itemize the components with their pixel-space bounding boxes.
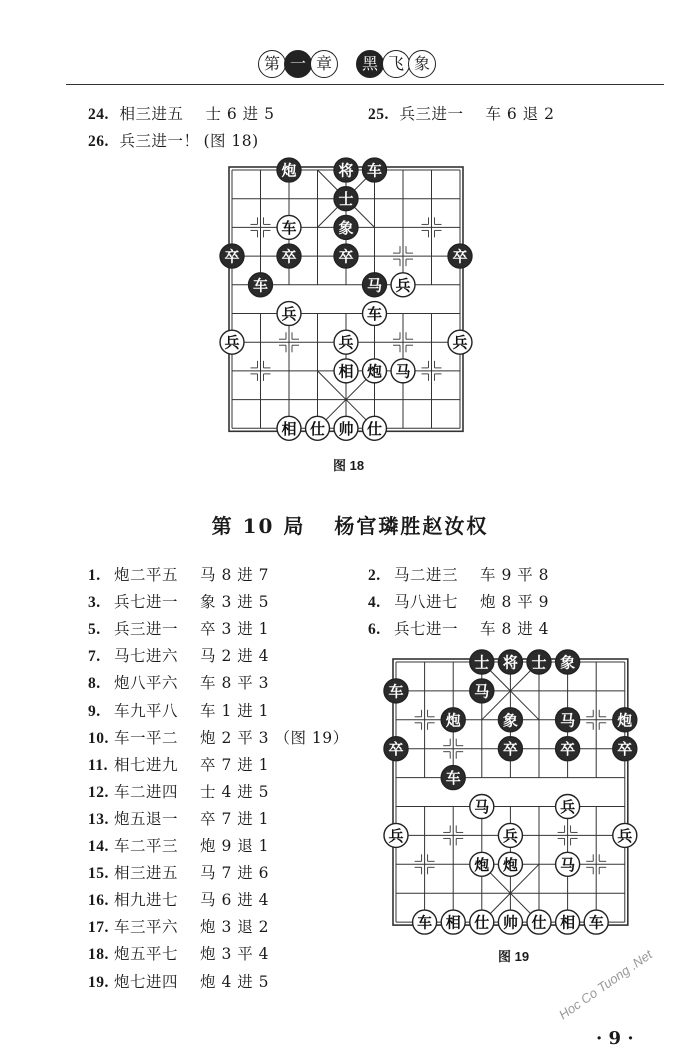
black-piece [527,650,551,674]
black-piece [384,737,408,761]
black-piece [334,215,358,239]
piece-label: 炮 [281,161,297,180]
move-number: 6. [368,621,381,639]
piece-label: 相 [560,913,576,932]
piece-label: 卒 [388,740,404,759]
move-number: 26. [88,133,109,150]
piece-label: 车 [366,305,383,323]
black-move: 炮 4 进 5 [200,972,270,991]
page-number: · 9 · [596,1028,634,1049]
red-piece [498,910,522,934]
black-piece [249,273,273,297]
move-line [88,699,269,721]
black-move: 车 8 进 4 [480,620,550,639]
red-piece [448,330,472,354]
move-line [88,617,269,639]
chapter-char-2: 一 [284,50,312,78]
move-line [88,807,269,829]
black-move: 炮 8 平 9 [480,593,550,612]
piece-label: 炮 [474,855,490,874]
piece-label: 炮 [366,362,383,381]
chapter-char-3: 章 [310,50,338,78]
black-piece [363,158,387,182]
figure-ref: (图 18) [203,132,259,150]
black-move: 车 9 平 8 [480,566,550,584]
red-move: 马二进三 [394,566,459,584]
black-move: 车 1 进 1 [200,701,270,720]
red-piece [556,910,580,934]
red-piece [277,416,301,440]
red-piece [391,273,415,297]
game-number: 第 10 局 [211,514,306,538]
piece-label: 马 [560,711,576,730]
piece-label: 车 [445,769,461,788]
red-piece [384,823,408,847]
red-move: 马七进六 [114,647,179,666]
red-move: 车九平八 [114,701,179,720]
move-number: 11. [88,756,109,774]
move-number: 18. [88,946,109,964]
move-line [88,942,269,964]
black-piece [556,737,580,761]
move-line [88,129,259,151]
move-line [88,970,269,992]
black-piece [613,737,637,761]
piece-label: 卒 [617,740,633,759]
title-char-1: 黑 [356,50,384,78]
watermark: Hoc Co Tuong .Net [556,946,655,1023]
piece-label: 兵 [224,333,240,352]
page-header [0,0,700,100]
move-number: 2. [368,567,381,584]
black-piece [441,766,465,790]
piece-label: 马 [395,362,411,381]
xiangqi-board-fig19 [376,646,658,944]
red-move: 炮五退一 [114,809,179,828]
piece-label: 兵 [338,333,354,352]
red-piece [441,910,465,934]
piece-label: 士 [474,653,490,672]
piece-label: 仕 [309,419,326,438]
black-piece [220,244,244,268]
piece-label: 卒 [224,247,240,266]
chapter-char-1: 第 [258,50,286,78]
move-line [88,915,269,937]
piece-label: 士 [338,190,354,209]
black-move: 马 6 进 4 [200,891,270,910]
move-number: 12. [88,783,109,801]
red-move: 车二进四 [114,782,179,801]
move-number: 13. [88,810,109,828]
header-rule [66,84,664,85]
piece-label: 兵 [281,305,297,323]
move-line [368,617,549,639]
move-number: 7. [88,648,101,666]
move-line [368,563,549,585]
move-number: 9. [88,702,101,720]
black-move: 马 7 进 6 [200,864,270,883]
piece-label: 仕 [366,419,383,438]
black-piece [277,244,301,268]
black-piece [498,708,522,732]
move-line [368,102,554,124]
black-move: 卒 7 进 1 [200,809,270,828]
black-move: 车 8 平 3 [200,674,270,693]
piece-label: 卒 [338,247,354,266]
black-piece [277,158,301,182]
move-line [368,590,549,612]
piece-label: 马 [366,276,383,295]
piece-label: 炮 [445,711,461,730]
red-piece [334,359,358,383]
piece-label: 象 [560,653,576,672]
red-move: 相九进七 [114,891,179,910]
black-piece [470,679,494,703]
piece-label: 马 [474,682,490,701]
move-line [88,671,269,693]
black-piece [334,244,358,268]
red-piece [556,794,580,818]
piece-label: 卒 [560,740,576,759]
piece-label: 兵 [395,276,411,295]
piece-label: 相 [338,362,354,381]
black-move: 马 8 进 7 [200,566,270,584]
move-number: 14. [88,838,109,855]
move-number: 16. [88,892,109,910]
piece-label: 卒 [452,247,468,266]
black-piece [498,650,522,674]
black-piece [334,187,358,211]
red-move: 炮二平五 [114,566,179,584]
piece-label: 仕 [474,913,490,932]
red-piece [363,302,387,326]
piece-label: 马 [474,798,490,816]
piece-label: 将 [338,161,354,180]
move-line [88,726,349,748]
piece-label: 相 [281,419,297,438]
move-line [88,780,269,802]
red-move: 马八进七 [394,593,459,612]
figure-caption: 图 18 [333,458,365,473]
red-move: 兵七进一 [394,620,459,639]
piece-label: 车 [281,218,297,237]
piece-label: 车 [417,913,433,932]
piece-label: 仕 [531,913,547,932]
move-number: 25. [368,106,389,123]
move-line [88,888,269,910]
piece-label: 车 [252,276,269,295]
red-piece [498,823,522,847]
red-move: 炮八平六 [114,674,179,693]
red-piece [470,910,494,934]
black-piece [448,244,472,268]
piece-label: 炮 [502,855,518,874]
red-move: 车一平二 [114,728,179,747]
move-number: 8. [88,675,101,693]
red-piece [584,910,608,934]
black-move: 炮 9 退 1 [200,837,270,855]
black-piece [384,679,408,703]
move-number: 1. [88,567,101,584]
red-move: 兵三进一 [114,620,179,639]
red-move: 兵七进一 [114,593,179,612]
piece-label: 车 [388,682,404,701]
piece-label: 兵 [452,333,468,352]
move-line [88,102,274,124]
red-piece [470,794,494,818]
red-move: 相三进五 [119,105,184,123]
move-number: 10. [88,729,109,747]
move-line [88,590,269,612]
red-piece [277,302,301,326]
piece-label: 马 [560,855,576,874]
move-line [88,753,269,775]
black-move: 象 3 进 5 [200,593,270,612]
move-line [88,861,269,883]
red-move: 相七进九 [114,755,179,774]
black-move: 车 6 退 2 [485,105,555,123]
move-line [88,644,269,666]
move-number: 5. [88,621,101,639]
red-piece [613,823,637,847]
piece-label: 兵 [560,798,576,816]
piece-label: 卒 [502,740,518,759]
black-piece [334,158,358,182]
move-number: 17. [88,919,109,937]
red-piece [391,359,415,383]
red-move: 炮五平七 [114,945,179,964]
black-move: 士 6 进 5 [205,105,275,123]
title-char-2: 飞 [382,50,410,78]
piece-label: 相 [445,913,461,932]
red-piece [556,852,580,876]
piece-label: 士 [531,653,547,672]
move-line [88,834,269,856]
black-move: 卒 3 进 1 [200,620,270,639]
move-number: 24. [88,106,109,123]
black-piece [441,708,465,732]
red-piece [334,330,358,354]
figure-caption: 图 19 [498,949,530,964]
red-move: 相三进五 [114,864,179,883]
red-move: 炮七进四 [114,972,179,991]
red-piece [363,359,387,383]
red-piece [498,852,522,876]
red-move: 车三平六 [114,918,179,937]
red-move: 兵三进一 [399,105,464,123]
black-piece [613,708,637,732]
black-move: 士 4 进 5 [200,782,270,801]
piece-label: 卒 [281,247,297,266]
move-number: 19. [88,973,109,991]
piece-label: 车 [588,913,604,932]
red-move: 兵三进一！ [119,132,200,150]
red-piece [277,215,301,239]
black-move: 马 2 进 4 [200,647,270,666]
piece-label: 象 [502,711,518,730]
piece-label: 兵 [617,826,633,845]
piece-label: 帅 [502,913,518,932]
xiangqi-board-fig18 [210,150,490,450]
black-move: 炮 2 平 3 （图 19） [200,728,349,747]
move-number: 4. [368,594,381,612]
black-piece [556,708,580,732]
piece-label: 将 [502,653,518,672]
piece-label: 炮 [617,711,633,730]
title-char-3: 象 [408,50,436,78]
red-piece [470,852,494,876]
red-piece [527,910,551,934]
red-piece [413,910,437,934]
black-piece [470,650,494,674]
piece-label: 车 [366,161,383,180]
move-line [88,563,269,585]
red-move: 车二平三 [114,837,179,855]
black-move: 炮 3 平 4 [200,945,270,964]
red-piece [363,416,387,440]
game-title [0,510,700,539]
black-piece [556,650,580,674]
piece-label: 兵 [502,826,518,845]
red-piece [220,330,244,354]
game-name: 杨官璘胜赵汝权 [334,514,489,538]
black-piece [498,737,522,761]
move-number: 3. [88,594,101,612]
black-move: 卒 7 进 1 [200,755,270,774]
black-piece [363,273,387,297]
piece-label: 兵 [388,826,404,845]
red-piece [334,416,358,440]
black-move: 炮 3 退 2 [200,918,270,937]
move-number: 15. [88,865,109,883]
red-piece [306,416,330,440]
piece-label: 帅 [338,419,354,438]
piece-label: 象 [338,218,354,237]
